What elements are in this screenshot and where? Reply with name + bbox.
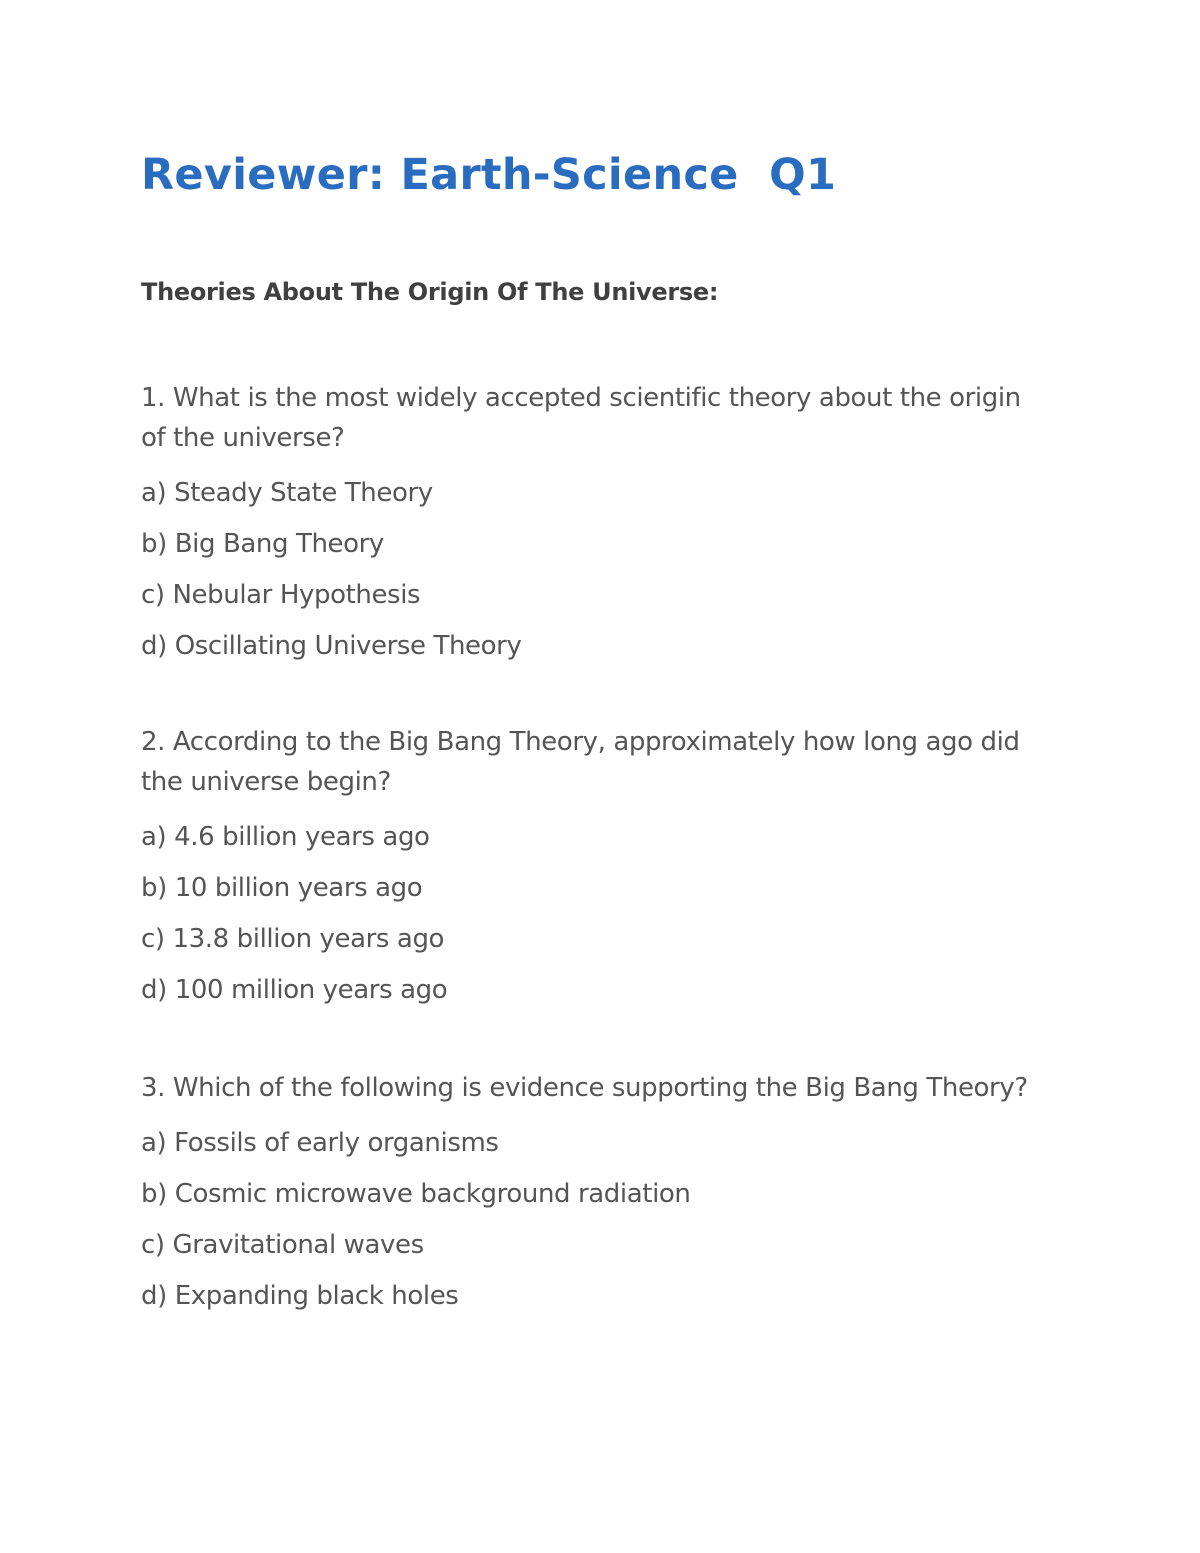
question-text: 2. According to the Big Bang Theory, approximately how long ago did the universe begin?	[141, 727, 1020, 797]
option-d: d) Expanding black holes	[141, 1281, 459, 1311]
option-b: b) Big Bang Theory	[141, 529, 384, 559]
option-a: a) 4.6 billion years ago	[141, 822, 430, 852]
answer-options	[141, 812, 1041, 1016]
option-b: b) 10 billion years ago	[141, 873, 423, 903]
question-1	[141, 378, 1041, 672]
document-title: Reviewer: Earth-Science Q1	[141, 150, 837, 200]
option-b: b) Cosmic microwave background radiation	[141, 1179, 691, 1209]
option-c: c) Nebular Hypothesis	[141, 580, 421, 610]
question-text: 3. Which of the following is evidence supporting the Big Bang Theory?	[141, 1073, 1028, 1103]
option-d: d) Oscillating Universe Theory	[141, 631, 522, 661]
option-d: d) 100 million years ago	[141, 975, 448, 1005]
section-heading: Theories About The Origin Of The Universe:	[141, 278, 719, 306]
option-a: a) Fossils of early organisms	[141, 1128, 499, 1158]
answer-options	[141, 1118, 1041, 1322]
option-a: a) Steady State Theory	[141, 478, 433, 508]
question-3	[141, 1068, 1041, 1322]
option-c: c) Gravitational waves	[141, 1230, 424, 1260]
question-text: 1. What is the most widely accepted scientific theory about the origin of the universe?	[141, 383, 1021, 453]
option-c: c) 13.8 billion years ago	[141, 924, 445, 954]
question-2	[141, 722, 1041, 1016]
answer-options	[141, 468, 1041, 672]
